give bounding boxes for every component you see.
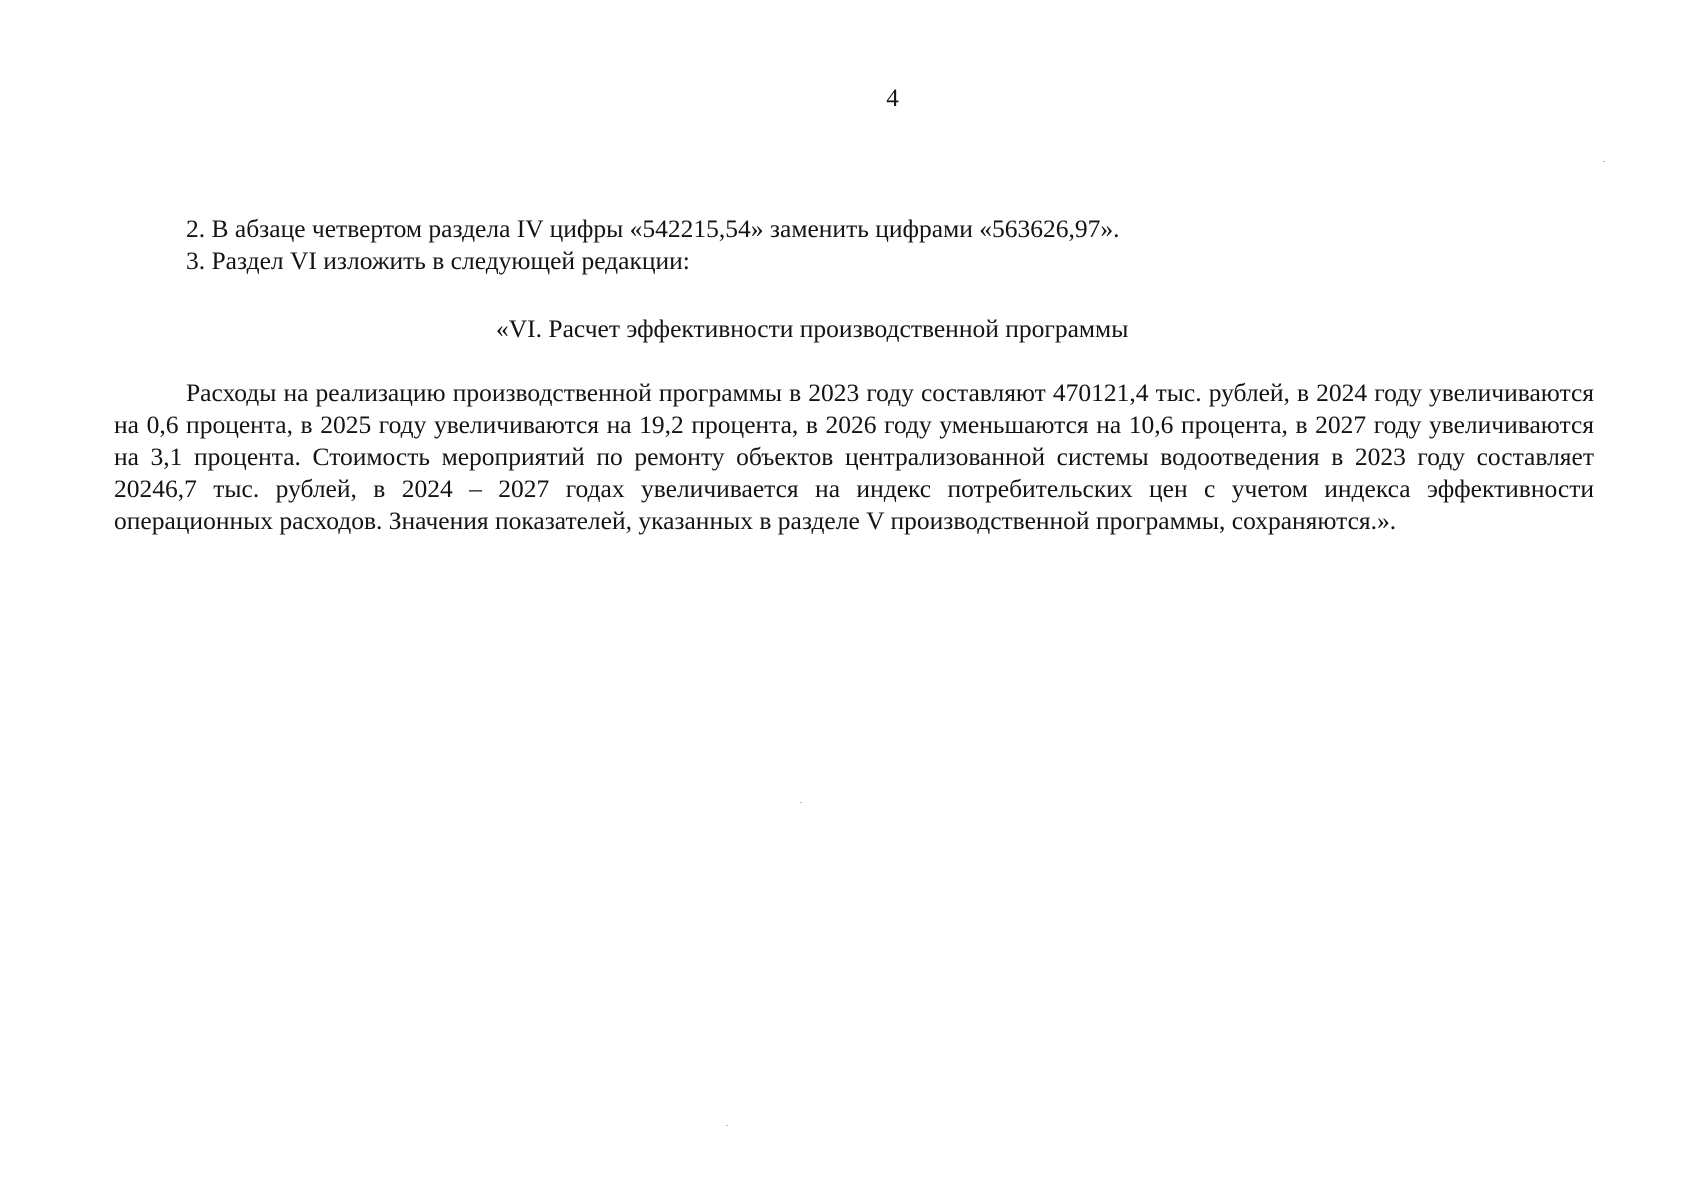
section-heading: «VI. Расчет эффективности производственной программы	[496, 314, 1129, 343]
amendment-item-2: 2. В абзаце четвертом раздела IV цифры «542215,54» заменить цифрами «563626,97».	[186, 214, 1120, 243]
amendment-list	[186, 213, 1606, 277]
scan-speck	[800, 802, 802, 803]
amendment-item-3: 3. Раздел VI изложить в следующей редакции:	[186, 246, 690, 275]
scan-speck	[1603, 161, 1605, 162]
page-number: 4	[886, 85, 899, 112]
scan-speck	[726, 1125, 728, 1126]
body-paragraph: Расходы на реализацию производственной программы в 2023 году составляют 470121,4 тыс. рублей, в 2024 году увеличиваются на 0,6 процента, в 2025 году увеличиваются на 19,2 процента, в 2026 году уменьшаются на 10,6 процента, в 2027 году увеличиваются на 3,1 процента. Стоимость мероприятий по ремонту объектов централизованной системы водоотведения в 2023 году составляет 20246,7 тыс. рублей, в 2024 – 2027 годах увеличивается на индекс потребительских цен с учетом индекса эффективности операционных расходов. Значения показателей, указанных в разделе V производственной программы, сохраняются.».	[114, 378, 1594, 535]
